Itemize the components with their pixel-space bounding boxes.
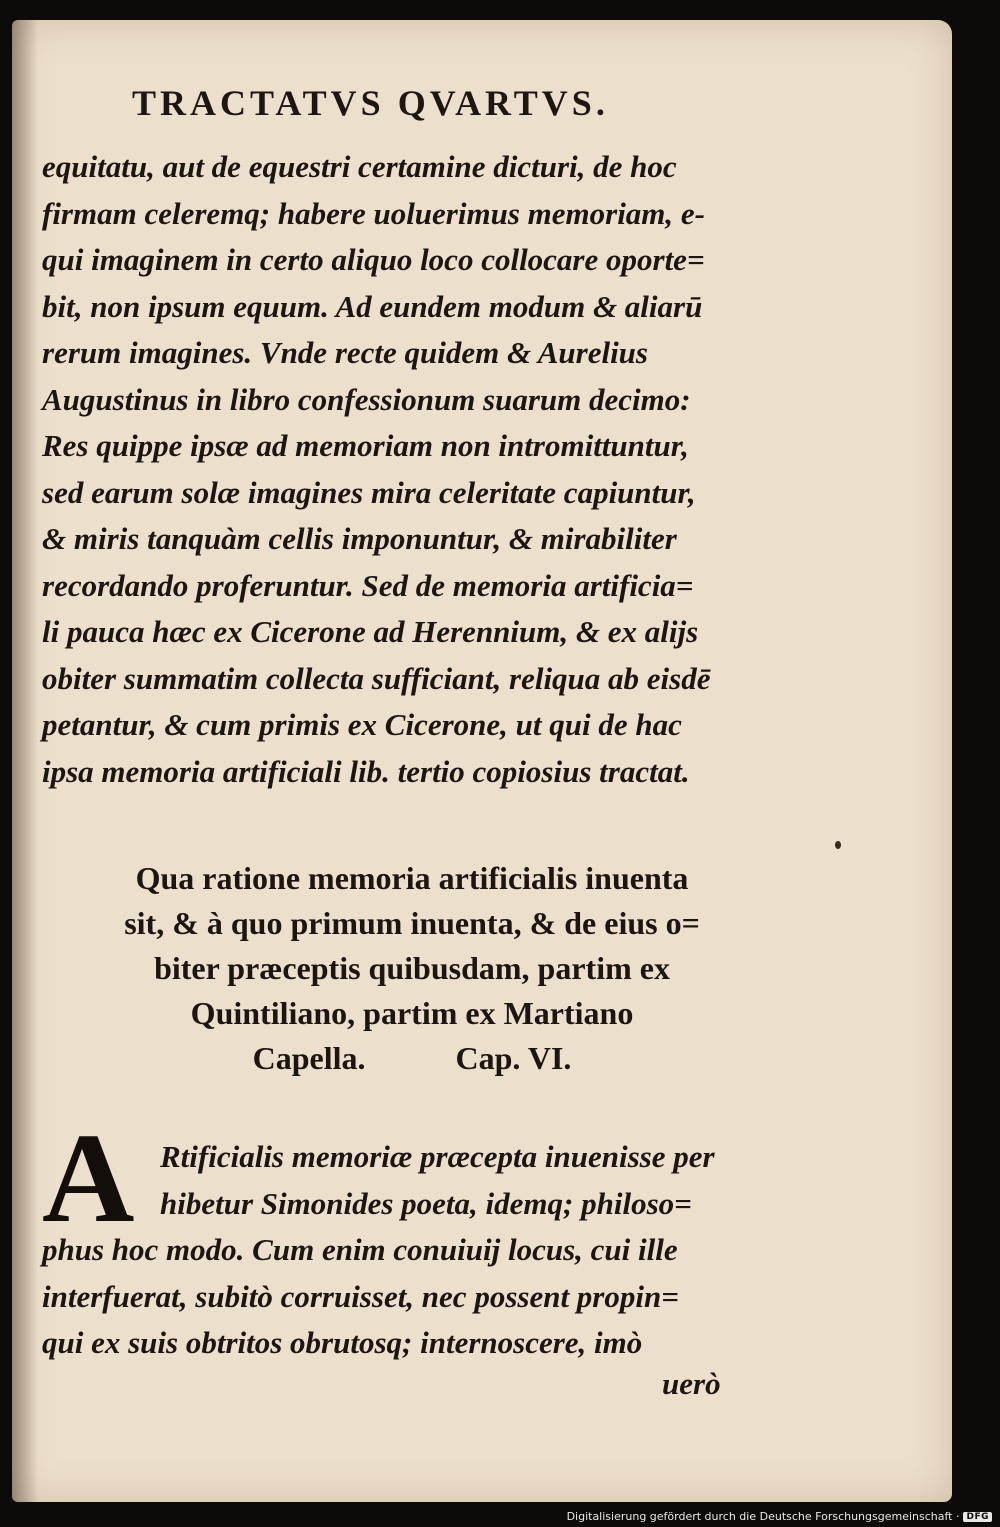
text-line: Res quippe ipsæ ad memoriam non intromittuntur, (42, 428, 689, 463)
heading-line: Quintiliano, partim ex Martiano (190, 995, 634, 1031)
chapter-number: Cap. VI. (455, 1040, 572, 1076)
drop-cap-initial: A (42, 1107, 135, 1249)
dfg-logo: DFG (963, 1512, 992, 1522)
gutter-shadow (12, 20, 38, 1502)
text-line: ipsa memoria artificiali lib. tertio copiosius tractat. (42, 753, 690, 789)
text-line: Augustinus in libro confessionum suarum decimo: (42, 381, 691, 417)
paragraph-2 (42, 1134, 762, 1367)
text-line: qui imaginem in certo aliquo loco collocare oporte= (42, 242, 705, 277)
text-line: bit, non ipsum equum. Ad eundem modum & aliarū (42, 288, 703, 324)
text-line: li pauca hæc ex Cicerone ad Herennium, & ex alijs (42, 614, 699, 649)
text-line: rerum imagines. Vnde recte quidem & Aurelius (42, 335, 648, 370)
heading-line: biter præceptis quibusdam, partim ex (154, 950, 670, 986)
text-line: equitatu, aut de equestri certamine dicturi, de hoc (42, 149, 677, 184)
text-line: recordando proferuntur. Sed de memoria artificia= (42, 567, 694, 603)
text-line: sed earum solæ imagines mira celeritate capiuntur, (42, 474, 696, 510)
paper-speck (835, 841, 841, 849)
text-line: qui ex suis obtritos obrutosq; internoscere, imò (42, 1325, 643, 1360)
heading-line: Qua ratione memoria artificialis inuenta (135, 860, 689, 896)
text-line: interfuerat, subitò corruisset, nec possent propin= (42, 1278, 679, 1314)
credit-text: Digitalisierung gefördert durch die Deutsche Forschungsgemeinschaft · (566, 1510, 960, 1523)
heading-capella: Capella. (252, 1040, 366, 1076)
catchword: uerò (662, 1366, 721, 1401)
text-line: petantur, & cum primis ex Cicerone, ut qui de hac (42, 707, 682, 742)
chapter-heading (82, 856, 742, 1081)
text-line: Rtificialis memoriæ præcepta inuenisse per (160, 1139, 715, 1174)
running-head: TRACTATVS QVARTVS. (132, 83, 609, 123)
text-line: & miris tanquàm cellis imponuntur, & mirabiliter (42, 521, 677, 556)
text-line: obiter summatim collecta sufficiant, reliqua ab eisdē (42, 660, 711, 696)
digitization-credit (567, 1510, 992, 1523)
heading-line: sit, & à quo primum inuenta, & de eius o= (124, 905, 700, 941)
paragraph-1 (42, 144, 762, 795)
text-line: hibetur Simonides poeta, idemq; philoso= (160, 1185, 692, 1221)
book-page (12, 20, 952, 1502)
text-line: phus hoc modo. Cum enim conuiuij locus, cui ille (42, 1232, 678, 1267)
text-line: firmam celeremq; habere uoluerimus memoriam, e- (42, 195, 706, 231)
heading-last-line (82, 1036, 742, 1081)
